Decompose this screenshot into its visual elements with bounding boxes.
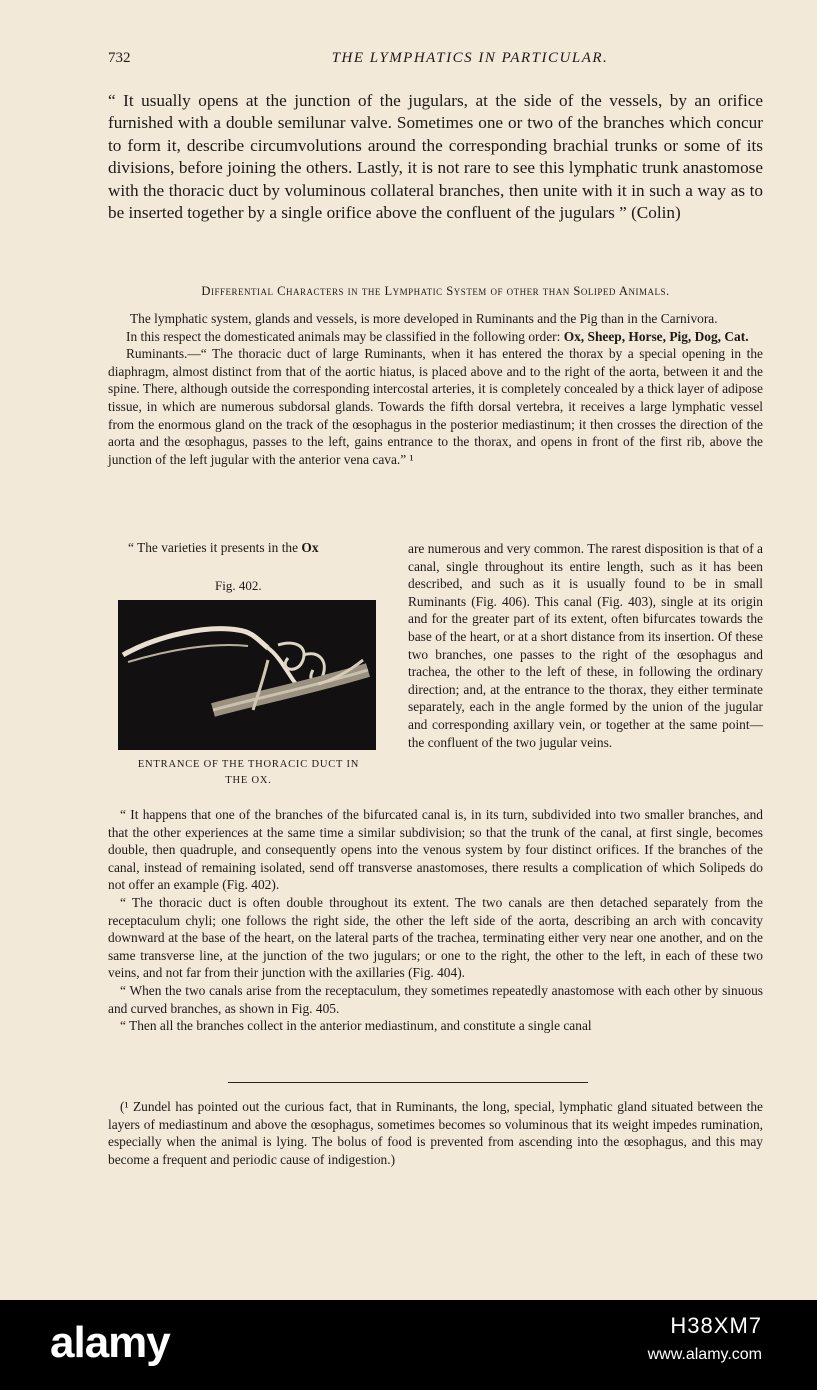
paragraph-double-duct: “ The thoracic duct is often double throughout its extent. The two canals are then detached separately from the receptaculum chyli; one follows the right side, the other the left side of the aorta, describing an arch with concavity downward at the base of the heart, on the lateral parts of the trachea, terminating either very near one another, and on the same transverse line, at the junction of the two jugulars; or one to the right, the other to the left, in each of these two veins, and not far from their junction with the axillaries (Fig. 404).: [108, 894, 763, 981]
figure-caption-line2: THE OX.: [225, 775, 272, 786]
paragraph-lymphatic-system: The lymphatic system, glands and vessels, is more developed in Ruminants and the Pig than in the Carnivora.: [130, 311, 718, 326]
watermark-banner: [0, 1300, 817, 1390]
figure-caption: [116, 757, 381, 789]
paragraph-anastomose: “ When the two canals arise from the receptaculum, they sometimes repeatedly anastomose with each other by sinuous and curved branches, as shown in Fig. 405.: [108, 982, 763, 1016]
page-number: 732: [108, 50, 131, 66]
paragraph-classification: [108, 328, 763, 346]
right-column-text: [408, 540, 763, 751]
ox-lead-bold: Ox: [301, 540, 319, 555]
paragraph-collect: “ Then all the branches collect in the anterior mediastinum, and constitute a single canal: [120, 1018, 592, 1034]
running-title: THE LYMPHATICS IN PARTICULAR.: [331, 50, 609, 66]
body-text-upper: [108, 310, 763, 468]
colin-quote-paragraph: [108, 90, 763, 224]
classification-order: Ox, Sheep, Horse, Pig, Dog, Cat.: [563, 328, 749, 344]
thoracic-duct-illustration: [118, 600, 376, 750]
body-text-lower: [108, 806, 763, 1035]
section-heading: Differential Characters in the Lymphatic System of other than Soliped Animals.: [201, 284, 670, 298]
paragraph-varieties: are numerous and very common. The rarest disposition is that of a canal, single throughout its entire length, such as it has been described, and such as it is usually found to be in small Ruminants (Fig. 406). This canal (Fig. 403), single at its origin and for the greater part of its extent, often bifurcates towards the base of the heart, or at a short distance from its insertion. Of these two branches, one passes to the right of the œsophagus and trachea, the other to the left of these, in following the ordinary direction; and, at the entrance to the thorax, they either terminate separately, each in the angle formed by the union of the jugular and corresponding axillary vein, or together at the same point—the confluent of the two jugular veins.: [408, 541, 763, 750]
footnote: [108, 1098, 763, 1168]
figure-caption-line1: ENTRANCE OF THE THORACIC DUCT IN: [137, 759, 360, 770]
footnote-rule: [228, 1082, 588, 1083]
running-header: [108, 50, 762, 74]
image-id: H38XM7: [670, 1313, 762, 1338]
paragraph-subdivision: “ It happens that one of the branches of the bifurcated canal is, in its turn, subdivided into two smaller branches, and that the other experiences at the same time a similar subdivision; so that the trunk of the canal, at first single, becomes double, then quadruple, and consequently opens into the venous system by four distinct orifices. If the branches of the canal, instead of remaining isolated, send off transverse anastomoses, there results a complication of which Solipeds do not offer an example (Fig. 402).: [108, 807, 763, 893]
paragraph-ruminants: Ruminants.—“ The thoracic duct of large Ruminants, when it has entered the thorax by a special opening in the diaphragm, almost distinct from that of the aortic hiatus, is placed above and to the right of the aorta, between it and the spine. There, although outside the corresponding intercostal arteries, it is completely concealed by a thick layer of adipose tissue, in which are numerous subdorsal glands. Towards the fifth dorsal vertebra, it receives a large lymphatic vessel from the enormous gland on the track of the œsophagus in the posterior mediastinum; it then crosses the direction of the aorta and the œsophagus, passes to the left, gains entrance to the thorax, and opens in front of the first rib, above the junction of the left jugular with the anterior vena cava.” ¹: [108, 346, 763, 467]
alamy-logo: alamy: [50, 1318, 170, 1367]
figure-thoracic-duct-image: [118, 600, 376, 750]
ox-varieties-lead: [128, 540, 319, 556]
footnote-text: (¹ Zundel has pointed out the curious fact, that in Ruminants, the long, special, lymphatic gland situated between the layers of mediastinum and above the œsophagus, sometimes becomes so voluminous that its weight impedes rumination, especially when the animal is lying. The bolus of food is prevented from ascending into the œsophagus, and this may become a frequent and periodic cause of indigestion.): [108, 1099, 763, 1167]
figure-label: Fig. 402.: [215, 578, 262, 593]
ox-lead-text: “ The varieties it presents in the: [128, 540, 302, 555]
classification-lead: In this respect the domesticated animals may be classified in the following order:: [126, 328, 564, 344]
quote-text: “ It usually opens at the junction of the jugulars, at the side of the vessels, by an orifice furnished with a double semilunar valve. Sometimes one or two of the branches which concur to form it, describe circumvolutions around the corresponding brachial trunks or some of its divisions, before joining the others. Lastly, it is not rare to see this lymphatic trunk anastomose with the thoracic duct by voluminous collateral branches, then unite with it in such a way as to be inserted together by a single orifice above the confluent of the jugulars ” (Colin): [108, 91, 763, 223]
watermark-url: www.alamy.com: [647, 1346, 762, 1363]
